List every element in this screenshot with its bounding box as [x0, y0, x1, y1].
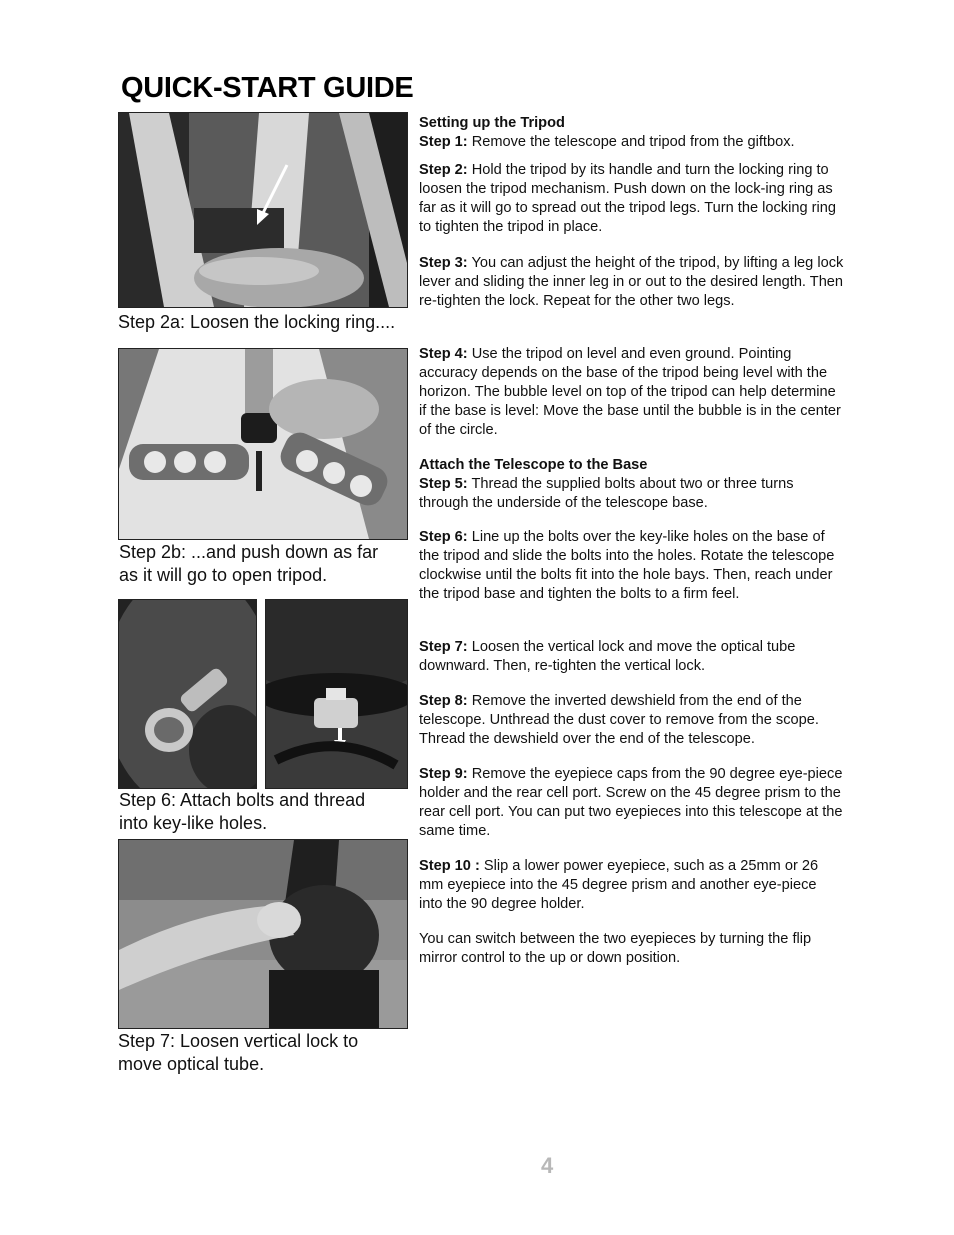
caption-step-6 — [119, 789, 365, 835]
attach-section-block — [419, 456, 844, 513]
caption-step-2b-line2: as it will go to open tripod. — [119, 565, 328, 585]
step-6 — [419, 528, 844, 604]
step-label: Step 7: — [419, 639, 468, 655]
section-heading-tripod: Setting up the Tripod — [419, 115, 565, 131]
step-text: Remove the inverted dewshield from the end of the telescope. Unthread the dust cover to remove from the scope. Thread the dewshield over the end of the telescope. — [419, 693, 819, 747]
step-2 — [419, 161, 844, 237]
step-6-block — [419, 528, 844, 604]
step-text: You can adjust the height of the tripod, by lifting a leg lock lever and sliding the inner leg in or out to the desired length. Then re-tighten the lock. Repeat for the other two legs. — [419, 255, 844, 309]
step-label: Step 3: — [419, 255, 468, 271]
closing-note: You can switch between the two eyepieces by turning the flip mirror control to the up or down position. — [419, 931, 812, 966]
step-text: Remove the eyepiece caps from the 90 degree eye-piece holder and the rear cell port. Screw on the 45 degree prism to the rear cell port. You can put two eyepieces into this telescope at the same time. — [419, 766, 843, 839]
step-10-block — [419, 857, 844, 914]
closing-note-block — [419, 930, 844, 968]
caption-step-2a: Step 2a: Loosen the locking ring.... — [118, 312, 396, 332]
step-5 — [419, 475, 844, 513]
step-text: Loosen the vertical lock and move the optical tube downward. Then, re-tighten the vertical lock. — [419, 639, 796, 674]
photo-tripod-spreader — [118, 348, 408, 540]
caption-step-2b-line1: Step 2b: ...and push down as far — [119, 542, 379, 562]
step-text: Use the tripod on level and even ground. Pointing accuracy depends on the base of the tripod being level with the horizon. The bubble level on top of the tripod can help determine if the base is level: Move the base until the bubble is in the center of the circle. — [419, 346, 841, 438]
step-7 — [419, 638, 844, 676]
step-10 — [419, 857, 844, 914]
step-text: Hold the tripod by its handle and turn the locking ring to loosen the tripod mechanism. Push down on the lock-ing ring as far as it will go to spread out the tripod legs. Turn the locking ring to tighten the tripod in place. — [419, 162, 836, 235]
step-text: Slip a lower power eyepiece, such as a 25mm or 26 mm eyepiece into the 45 degree prism and another eye-piece into the 90 degree holder. — [419, 858, 819, 912]
caption-step-6-line1: Step 6: Attach bolts and thread — [119, 790, 366, 810]
step-label: Step 5: — [419, 475, 468, 492]
caption-step-7-line2: move optical tube. — [118, 1054, 265, 1074]
step-3 — [419, 254, 844, 311]
photo-bolt-underside — [118, 599, 257, 789]
step-4 — [419, 345, 844, 440]
step-8 — [419, 692, 844, 749]
step-label: Step 10 : — [419, 858, 480, 874]
caption-step-7-line1: Step 7: Loosen vertical lock to — [118, 1031, 359, 1051]
step-label: Step 1: — [419, 133, 468, 150]
step-text: Remove the telescope and tripod from the giftbox. — [467, 133, 795, 150]
step-3-block — [419, 254, 844, 311]
step-1 — [419, 133, 844, 152]
step-7-block — [419, 638, 844, 676]
step-9 — [419, 765, 844, 841]
caption-step-6-line2: into key-like holes. — [119, 813, 268, 833]
step-label: Step 2: — [419, 162, 468, 178]
step-label: Step 8: — [419, 693, 468, 709]
photo-vertical-lock — [118, 839, 408, 1029]
step-text: Line up the bolts over the key-like holes on the base of the tripod and slide the bolts into the holes. Rotate the telescope clockwise until the bolts fit into the hole bays. Then, reach under the tripod base and tighten the bolts to a firm feel. — [419, 529, 835, 602]
step-2-block — [419, 161, 844, 237]
step-8-block — [419, 692, 844, 749]
page-number: 4 — [541, 1153, 554, 1178]
step-9-block — [419, 765, 844, 841]
step-label: Step 6: — [419, 529, 468, 545]
section-heading-attach: Attach the Telescope to the Base — [419, 457, 648, 473]
caption-step-2b — [119, 541, 378, 587]
caption-step-7 — [118, 1030, 358, 1076]
step-text: Thread the supplied bolts about two or three turns through the underside of the telescope base. — [419, 475, 794, 511]
step-label: Step 9: — [419, 766, 468, 782]
photo-bolt-key-hole — [265, 599, 408, 789]
step-4-block — [419, 345, 844, 440]
page-title: QUICK-START GUIDE — [121, 72, 414, 104]
instructions-column — [419, 114, 844, 152]
photo-locking-ring — [118, 112, 408, 308]
step-label: Step 4: — [419, 346, 468, 362]
